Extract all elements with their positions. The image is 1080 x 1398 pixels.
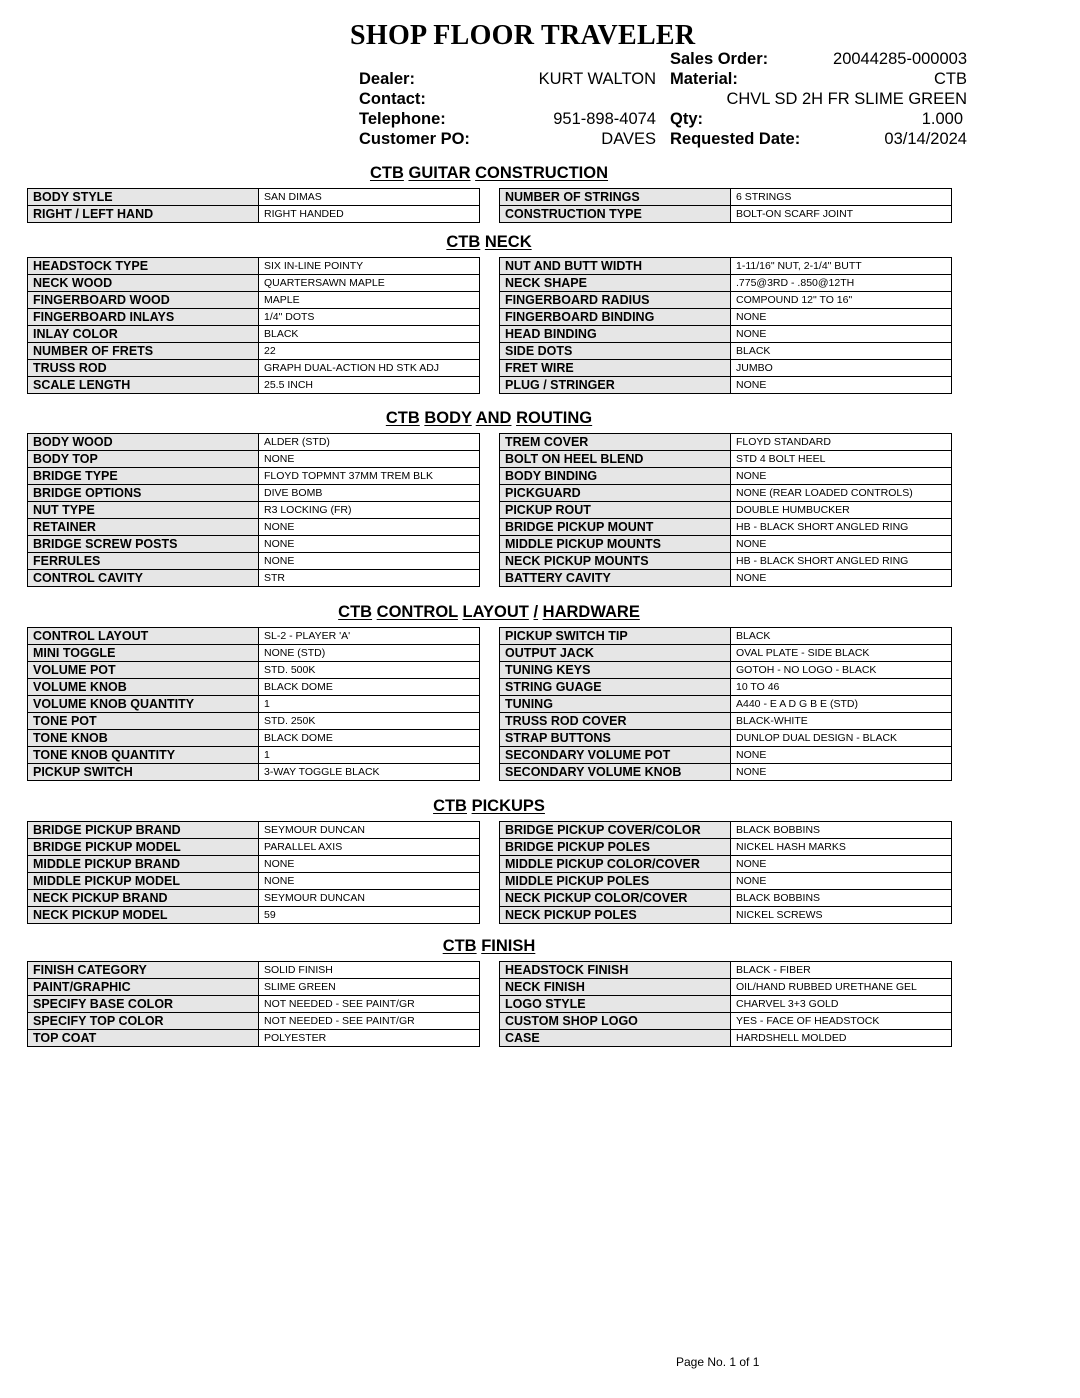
spec-value: SLIME GREEN [259,979,480,996]
spec-value: STD. 250K [259,713,480,730]
spec-value: NONE [259,519,480,536]
spec-label: HEAD BINDING [500,326,731,343]
spec-value: NONE [731,309,952,326]
spec-value: HB - BLACK SHORT ANGLED RING [731,553,952,570]
dealer-label: Dealer: [359,70,415,88]
spec-value: OIL/HAND RUBBED URETHANE GEL [731,979,952,996]
table-row [28,275,480,292]
table-row [28,292,480,309]
spec-label: SCALE LENGTH [28,377,259,394]
spec-table-right [499,257,952,394]
spec-label: TONE KNOB [28,730,259,747]
table-row [28,434,480,451]
section-title [28,797,950,816]
spec-value: GRAPH DUAL-ACTION HD STK ADJ [259,360,480,377]
table-row [500,996,952,1013]
spec-label: FINGERBOARD BINDING [500,309,731,326]
table-row [500,890,952,907]
table-row [500,377,952,394]
table-row [500,645,952,662]
spec-label: STRING GUAGE [500,679,731,696]
spec-label: HEADSTOCK TYPE [28,258,259,275]
table-row [500,206,952,223]
spec-label: NECK SHAPE [500,275,731,292]
spec-label: NUMBER OF FRETS [28,343,259,360]
section-title [28,937,950,956]
telephone-value: 951-898-4074 [553,110,656,128]
spec-value: DIVE BOMB [259,485,480,502]
spec-value: NONE (STD) [259,645,480,662]
spec-value: STR [259,570,480,587]
spec-label: NECK WOOD [28,275,259,292]
table-row [28,553,480,570]
spec-table-right [499,627,952,781]
spec-value: RIGHT HANDED [259,206,480,223]
table-row [500,839,952,856]
spec-label: NUT AND BUTT WIDTH [500,258,731,275]
spec-label: BRIDGE OPTIONS [28,485,259,502]
page-number: Page No. 1 of 1 [676,1355,760,1369]
spec-label: LOGO STYLE [500,996,731,1013]
spec-value: FLOYD TOPMNT 37MM TREM BLK [259,468,480,485]
section-title-word: CONTROL [376,603,458,621]
sales-order-value: 20044285-000003 [833,50,967,68]
spec-label: NECK PICKUP BRAND [28,890,259,907]
table-row [500,485,952,502]
spec-table-left [27,961,480,1047]
table-row [28,326,480,343]
spec-label: MIDDLE PICKUP COLOR/COVER [500,856,731,873]
spec-label: FERRULES [28,553,259,570]
spec-value: NONE [731,468,952,485]
spec-label: CONTROL LAYOUT [28,628,259,645]
table-row [500,434,952,451]
spec-value: 1/4" DOTS [259,309,480,326]
table-row [28,628,480,645]
spec-value: 1-11/16" NUT, 2-1/4" BUTT [731,258,952,275]
spec-table-left [27,188,480,223]
spec-value: SEYMOUR DUNCAN [259,890,480,907]
contact-label: Contact: [359,90,426,108]
spec-label: BOLT ON HEEL BLEND [500,451,731,468]
spec-label: CUSTOM SHOP LOGO [500,1013,731,1030]
spec-value: NONE [259,856,480,873]
spec-value: NONE [731,873,952,890]
table-row [28,189,480,206]
table-row [500,713,952,730]
spec-label: BODY STYLE [28,189,259,206]
section-title [28,409,950,428]
table-row [28,747,480,764]
spec-value: NONE [731,536,952,553]
spec-value: STD 4 BOLT HEEL [731,451,952,468]
spec-label: VOLUME POT [28,662,259,679]
material-label: Material: [670,70,738,88]
qty-value: 1.000 [921,110,963,128]
table-row [500,1030,952,1047]
table-row [28,873,480,890]
spec-value: SAN DIMAS [259,189,480,206]
table-row [500,662,952,679]
table-row [500,1013,952,1030]
table-row [500,679,952,696]
spec-label: PICKUP ROUT [500,502,731,519]
table-row [500,502,952,519]
spec-value: NONE [259,536,480,553]
table-row [500,570,952,587]
dealer-value: KURT WALTON [538,70,656,88]
spec-label: TRUSS ROD [28,360,259,377]
spec-value: BLACK DOME [259,730,480,747]
spec-label: STRAP BUTTONS [500,730,731,747]
table-row [28,485,480,502]
spec-label: TREM COVER [500,434,731,451]
table-row [500,536,952,553]
page-title: SHOP FLOOR TRAVELER [350,20,696,51]
spec-value: 25.5 INCH [259,377,480,394]
spec-value: HARDSHELL MOLDED [731,1030,952,1047]
table-row [500,468,952,485]
table-row [28,679,480,696]
spec-table-right [499,433,952,587]
section-title-word: CTB [385,409,420,427]
spec-label: MIDDLE PICKUP MOUNTS [500,536,731,553]
table-row [500,764,952,781]
table-row [500,747,952,764]
table-row [28,662,480,679]
section-title-word: LAYOUT [462,603,529,621]
requested-date-value: 03/14/2024 [884,130,967,148]
spec-value: 1 [259,747,480,764]
spec-label: HEADSTOCK FINISH [500,962,731,979]
spec-label: BRIDGE PICKUP MODEL [28,839,259,856]
spec-table-left [27,433,480,587]
spec-table-right [499,188,952,223]
section-title-word: CONSTRUCTION [475,164,609,182]
spec-label: NECK PICKUP COLOR/COVER [500,890,731,907]
section-title-word: ROUTING [516,409,593,427]
spec-label: SECONDARY VOLUME KNOB [500,764,731,781]
table-row [28,343,480,360]
table-row [500,979,952,996]
spec-table-left [27,627,480,781]
table-row [28,451,480,468]
table-row [28,962,480,979]
sales-order-label: Sales Order: [670,50,769,68]
spec-value: A440 - E A D G B E (STD) [731,696,952,713]
spec-value: OVAL PLATE - SIDE BLACK [731,645,952,662]
table-row [28,856,480,873]
section-title-word: CTB [433,797,467,815]
table-row [28,730,480,747]
spec-label: CASE [500,1030,731,1047]
spec-value: BLACK-WHITE [731,713,952,730]
spec-value: PARALLEL AXIS [259,839,480,856]
spec-value: DOUBLE HUMBUCKER [731,502,952,519]
spec-label: OUTPUT JACK [500,645,731,662]
table-row [500,907,952,924]
spec-value: FLOYD STANDARD [731,434,952,451]
spec-value: SIX IN-LINE POINTY [259,258,480,275]
spec-table-left [27,257,480,394]
spec-label: BODY TOP [28,451,259,468]
table-row [500,309,952,326]
spec-label: FINGERBOARD WOOD [28,292,259,309]
table-row [500,189,952,206]
table-row [500,258,952,275]
table-row [28,713,480,730]
spec-value: 3-WAY TOGGLE BLACK [259,764,480,781]
spec-table-left [27,821,480,924]
spec-value: COMPOUND 12" TO 16" [731,292,952,309]
spec-value: NONE [731,570,952,587]
spec-value: .775@3RD - .850@12TH [731,275,952,292]
table-row [500,873,952,890]
spec-label: MINI TOGGLE [28,645,259,662]
table-row [500,292,952,309]
table-row [28,822,480,839]
section-title-word: AND [475,409,512,427]
requested-date-label: Requested Date: [670,130,801,148]
spec-value: NONE [731,747,952,764]
section-title-word: GUITAR [408,164,471,182]
material-value: CTB [934,70,967,88]
customer-po-label: Customer PO: [359,130,470,148]
spec-label: MIDDLE PICKUP BRAND [28,856,259,873]
table-row [500,696,952,713]
spec-value: 22 [259,343,480,360]
section-title-word: CTB [338,603,373,621]
table-row [500,822,952,839]
table-row [500,451,952,468]
table-row [28,890,480,907]
table-row [500,326,952,343]
spec-value: YES - FACE OF HEADSTOCK [731,1013,952,1030]
spec-value: QUARTERSAWN MAPLE [259,275,480,292]
spec-label: PICKUP SWITCH TIP [500,628,731,645]
spec-table-right [499,821,952,924]
spec-label: NUMBER OF STRINGS [500,189,731,206]
spec-value: NONE [731,856,952,873]
spec-label: PAINT/GRAPHIC [28,979,259,996]
spec-label: NECK FINISH [500,979,731,996]
material-description: CHVL SD 2H FR SLIME GREEN [726,90,967,108]
spec-label: BRIDGE PICKUP COVER/COLOR [500,822,731,839]
spec-value: BLACK BOBBINS [731,822,952,839]
spec-value: NOT NEEDED - SEE PAINT/GR [259,1013,480,1030]
table-row [500,856,952,873]
table-row [28,696,480,713]
spec-label: INLAY COLOR [28,326,259,343]
table-row [28,1030,480,1047]
spec-value: BLACK DOME [259,679,480,696]
spec-label: BRIDGE SCREW POSTS [28,536,259,553]
spec-table-right [499,961,952,1047]
spec-label: SPECIFY BASE COLOR [28,996,259,1013]
spec-value: GOTOH - NO LOGO - BLACK [731,662,952,679]
table-row [500,553,952,570]
spec-value: POLYESTER [259,1030,480,1047]
section-title-word: NECK [484,233,532,251]
spec-value: HB - BLACK SHORT ANGLED RING [731,519,952,536]
spec-label: NECK PICKUP MODEL [28,907,259,924]
spec-label: BRIDGE PICKUP MOUNT [500,519,731,536]
spec-value: 10 TO 46 [731,679,952,696]
spec-label: PICKGUARD [500,485,731,502]
spec-label: MIDDLE PICKUP POLES [500,873,731,890]
section-title-word: PICKUPS [471,797,545,815]
spec-value: BLACK - FIBER [731,962,952,979]
table-row [28,309,480,326]
spec-label: VOLUME KNOB [28,679,259,696]
table-row [28,360,480,377]
spec-label: RETAINER [28,519,259,536]
spec-label: CONTROL CAVITY [28,570,259,587]
spec-value: NONE (REAR LOADED CONTROLS) [731,485,952,502]
table-row [500,628,952,645]
table-row [500,275,952,292]
table-row [28,645,480,662]
spec-label: BRIDGE TYPE [28,468,259,485]
spec-value: SOLID FINISH [259,962,480,979]
spec-value: 6 STRINGS [731,189,952,206]
spec-value: SL-2 - PLAYER 'A' [259,628,480,645]
table-row [28,570,480,587]
table-row [500,343,952,360]
spec-value: 1 [259,696,480,713]
table-row [28,468,480,485]
table-row [500,360,952,377]
table-row [28,377,480,394]
spec-value: BLACK [731,628,952,645]
spec-value: BOLT-ON SCARF JOINT [731,206,952,223]
spec-label: PLUG / STRINGER [500,377,731,394]
table-row [28,764,480,781]
spec-label: TUNING [500,696,731,713]
spec-label: FRET WIRE [500,360,731,377]
spec-value: R3 LOCKING (FR) [259,502,480,519]
spec-label: TUNING KEYS [500,662,731,679]
spec-value: NONE [259,553,480,570]
spec-label: PICKUP SWITCH [28,764,259,781]
spec-label: FINISH CATEGORY [28,962,259,979]
spec-value: ALDER (STD) [259,434,480,451]
telephone-label: Telephone: [359,110,446,128]
section-title-word: CTB [369,164,404,182]
table-row [500,962,952,979]
table-row [28,502,480,519]
spec-label: SIDE DOTS [500,343,731,360]
spec-value: 59 [259,907,480,924]
spec-label: SECONDARY VOLUME POT [500,747,731,764]
table-row [28,979,480,996]
spec-label: SPECIFY TOP COLOR [28,1013,259,1030]
spec-label: FINGERBOARD RADIUS [500,292,731,309]
spec-value: BLACK [259,326,480,343]
table-row [28,1013,480,1030]
spec-value: NONE [731,377,952,394]
table-row [28,536,480,553]
spec-value: NICKEL SCREWS [731,907,952,924]
section-title-word: FINISH [481,937,536,955]
table-row [28,996,480,1013]
section-title-word: CTB [446,233,481,251]
table-row [500,519,952,536]
spec-label: TONE KNOB QUANTITY [28,747,259,764]
table-row [28,519,480,536]
spec-label: FINGERBOARD INLAYS [28,309,259,326]
section-title-word: HARDWARE [542,603,640,621]
table-row [500,730,952,747]
spec-label: NECK PICKUP MOUNTS [500,553,731,570]
spec-value: BLACK [731,343,952,360]
spec-label: MIDDLE PICKUP MODEL [28,873,259,890]
spec-label: TONE POT [28,713,259,730]
spec-value: NONE [259,873,480,890]
spec-value: NOT NEEDED - SEE PAINT/GR [259,996,480,1013]
spec-value: DUNLOP DUAL DESIGN - BLACK [731,730,952,747]
spec-label: BODY BINDING [500,468,731,485]
spec-value: NONE [731,326,952,343]
section-title-word: / [533,603,539,621]
qty-label: Qty: [670,110,703,128]
spec-value: JUMBO [731,360,952,377]
table-row [28,907,480,924]
spec-label: RIGHT / LEFT HAND [28,206,259,223]
spec-value: MAPLE [259,292,480,309]
spec-value: NONE [259,451,480,468]
spec-label: BRIDGE PICKUP BRAND [28,822,259,839]
table-row [28,258,480,275]
section-title [28,233,950,252]
spec-value: BLACK BOBBINS [731,890,952,907]
spec-label: TOP COAT [28,1030,259,1047]
spec-label: BRIDGE PICKUP POLES [500,839,731,856]
spec-label: TRUSS ROD COVER [500,713,731,730]
section-title-word: BODY [424,409,472,427]
spec-label: VOLUME KNOB QUANTITY [28,696,259,713]
spec-label: NUT TYPE [28,502,259,519]
table-row [28,206,480,223]
spec-value: NICKEL HASH MARKS [731,839,952,856]
spec-label: BODY WOOD [28,434,259,451]
spec-value: STD. 500K [259,662,480,679]
spec-value: SEYMOUR DUNCAN [259,822,480,839]
spec-label: CONSTRUCTION TYPE [500,206,731,223]
table-row [28,839,480,856]
spec-value: NONE [731,764,952,781]
spec-label: NECK PICKUP POLES [500,907,731,924]
spec-label: BATTERY CAVITY [500,570,731,587]
section-title [28,603,950,622]
spec-value: CHARVEL 3+3 GOLD [731,996,952,1013]
section-title [28,164,950,183]
customer-po-value: DAVES [601,130,656,148]
section-title-word: CTB [442,937,477,955]
